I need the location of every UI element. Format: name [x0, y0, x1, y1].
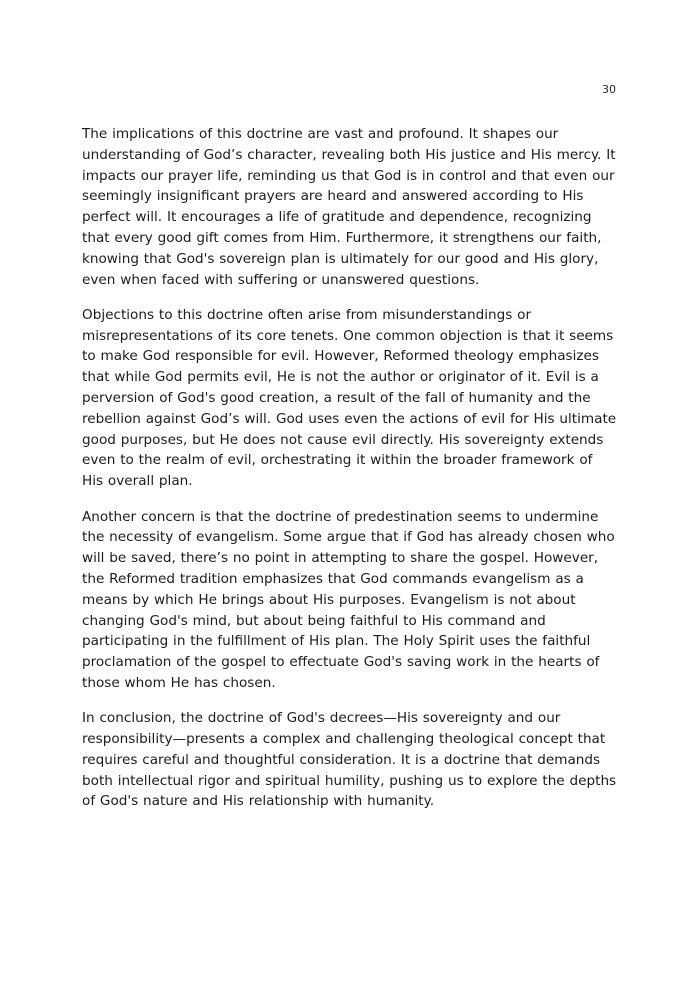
paragraph-implications: The implications of this doctrine are vast and profound. It shapes our understanding of God’s character, revealing both His justice and His mercy. It impacts our prayer life, reminding us that God is in control and that even our seemingly insignificant prayers are heard and answered according to His perfect will. It encourages a life of gratitude and dependence, recognizing that every good gift comes from Him. Furthermore, it strengthens our faith, knowing that God's sovereign plan is ultimately for our good and His glory, even when faced with suffering or unanswered questions.	[82, 126, 616, 288]
paragraph-evangelism-concern: Another concern is that the doctrine of predestination seems to undermine the necessity of evangelism. Some argue that if God has already chosen who will be saved, there’s no point in attempting to share the gospel. However, the Reformed tradition emphasizes that God commands evangelism as a means by which He brings about His purposes. Evangelism is not about changing God's mind, but about being faithful to His command and participating in the fulfillment of His plan. The Holy Spirit uses the faithful proclamation of the gospel to effectuate God's saving work in the hearts of those whom He has chosen.	[82, 508, 615, 691]
page-content	[82, 124, 618, 827]
paragraph-conclusion: In conclusion, the doctrine of God's decrees—His sovereignty and our responsibility—presents a complex and challenging theological concept that requires careful and thoughtful consideration. It is a doctrine that demands both intellectual rigor and spiritual humility, pushing us to explore the depths of God's nature and His relationship with humanity.	[82, 710, 617, 810]
page-number: 30	[602, 83, 616, 96]
paragraph-objections: Objections to this doctrine often arise from misunderstandings or misrepresentations of its core tenets. One common objection is that it seems to make God responsible for evil. However, Reformed theology emphasizes that while God permits evil, He is not the author or originator of it. Evil is a perversion of God's good creation, a result of the fall of humanity and the rebellion against God’s will. God uses even the actions of evil for His ultimate good purposes, but He does not cause evil directly. His sovereignty extends even to the realm of evil, orchestrating it within the broader framework of His overall plan.	[82, 306, 617, 490]
